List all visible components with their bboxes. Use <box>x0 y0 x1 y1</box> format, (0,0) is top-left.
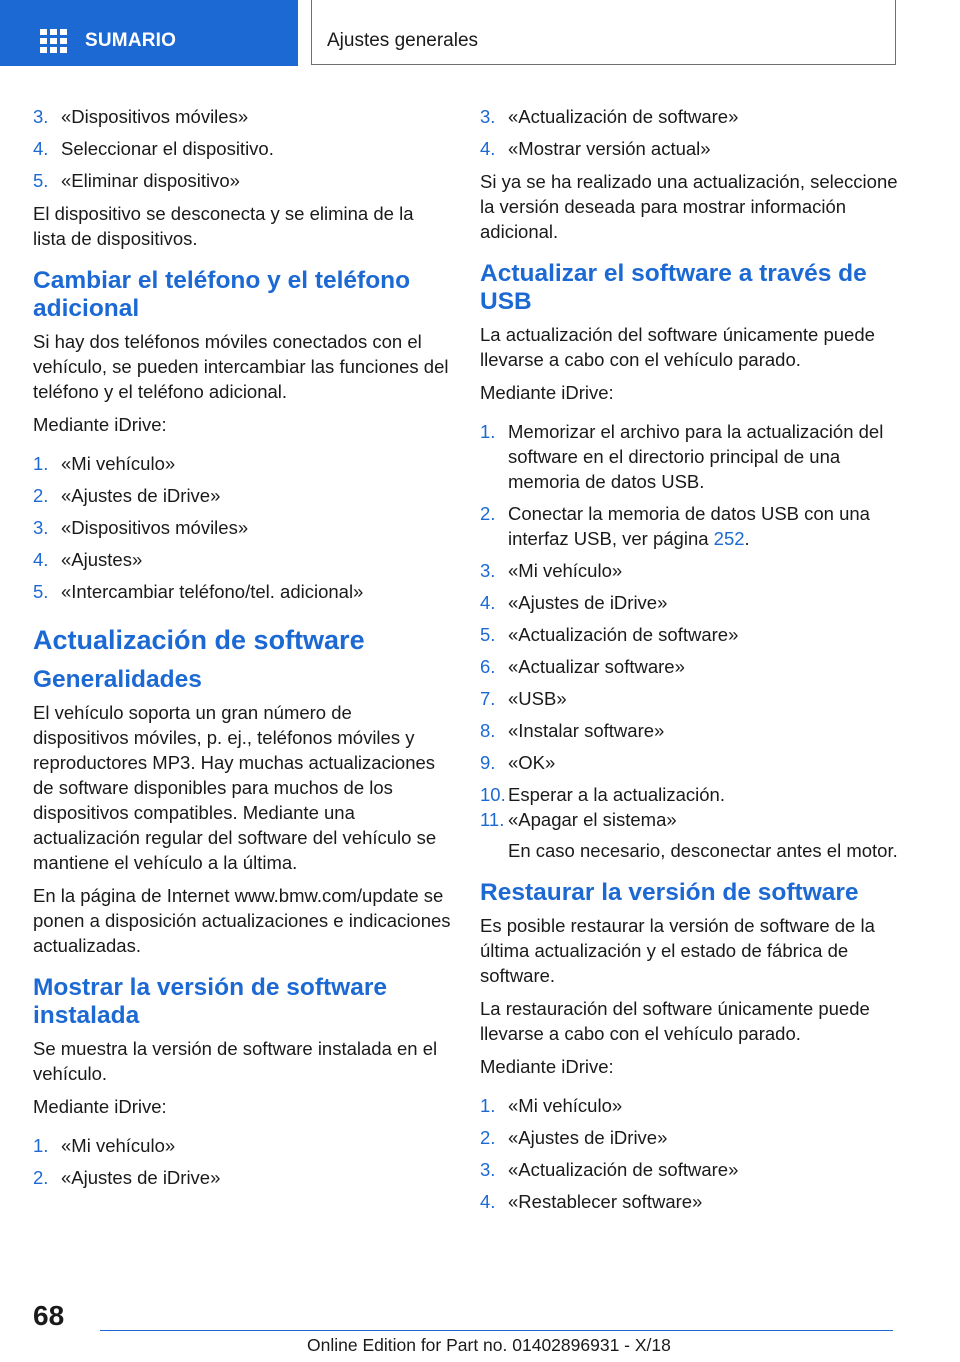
step-number: 4. <box>480 1191 496 1212</box>
step-number: 11. <box>480 809 505 830</box>
step-number: 3. <box>33 517 49 538</box>
list-item <box>480 1125 898 1150</box>
step-number: 7. <box>480 688 496 709</box>
paragraph: El dispositivo se desconecta y se elimina de la lista de dispositivos. <box>33 203 414 249</box>
step-number: 4. <box>33 549 49 570</box>
paragraph-mediante: Mediante iDrive: <box>33 1096 167 1117</box>
list-item <box>480 622 898 647</box>
paragraph-mediante: Mediante iDrive: <box>480 1056 614 1077</box>
step-number: 5. <box>33 170 49 191</box>
footer-divider <box>100 1330 893 1331</box>
step-text: «Mi vehículo» <box>508 1095 623 1116</box>
step-text: «Instalar software» <box>508 720 665 741</box>
step-number: 2. <box>33 485 49 506</box>
page-header <box>0 0 960 66</box>
step-number: 1. <box>480 421 496 442</box>
list-item <box>480 686 898 711</box>
list-item <box>480 750 898 775</box>
heading-mostrar: Mostrar la versión de software instalada <box>33 974 388 1029</box>
step-number: 5. <box>33 581 49 602</box>
list-item <box>33 451 451 476</box>
list-item <box>480 419 898 494</box>
step-text: «Intercambiar teléfono/tel. adicional» <box>61 581 364 602</box>
step-text: Seleccionar el dispositivo. <box>61 138 274 159</box>
list-item <box>33 1133 451 1158</box>
paragraph: La actualización del software únicamente puede llevarse a cabo con el vehículo parado. <box>480 324 875 370</box>
step-number: 2. <box>33 1167 49 1188</box>
list-item <box>480 558 898 583</box>
step-list <box>33 104 451 193</box>
sumario-tab[interactable] <box>0 0 298 66</box>
step-number: 4. <box>480 138 496 159</box>
step-text: «Actualización de software» <box>508 1159 739 1180</box>
heading-generalidades: Generalidades <box>33 666 202 693</box>
step-list <box>33 451 451 604</box>
step-number: 3. <box>480 560 496 581</box>
paragraph-mediante: Mediante iDrive: <box>33 414 167 435</box>
step-number: 6. <box>480 656 496 677</box>
list-item <box>33 104 451 129</box>
paragraph: El vehículo soporta un gran número de dispositivos móviles, p. ej., teléfonos móviles y reproductores MP3. Hay muchas actualizaciones de software disponibles para muchos de los dispositivos compatibles. Mediante una actualización regular del software del vehículo se mantiene el vehículo a la última. <box>33 702 437 873</box>
paragraph: Es posible restaurar la versión de software de la última actualización y el estado de fábrica de software. <box>480 915 875 986</box>
paragraph: En la página de Internet www.bmw.com/update se ponen a disposición actualizaciones e indicaciones actualizadas. <box>33 885 451 956</box>
step-subtext: En caso necesario, desconectar antes el motor. <box>508 840 898 861</box>
list-item <box>33 1165 451 1190</box>
list-item <box>480 718 898 743</box>
edition-text: Online Edition for Part no. 01402896931 - X/18 <box>307 1335 671 1355</box>
step-number: 1. <box>33 453 49 474</box>
page-link[interactable]: 252 <box>713 528 745 549</box>
step-text: Esperar a la actualización. <box>508 784 725 805</box>
step-text: «Ajustes de iDrive» <box>61 1167 221 1188</box>
list-item <box>33 136 451 161</box>
list-item <box>480 1093 898 1118</box>
list-item <box>480 654 898 679</box>
step-text: Conectar la memoria de datos USB con una interfaz USB, ver página <box>508 503 870 549</box>
step-number: 1. <box>480 1095 496 1116</box>
paragraph: La restauración del software únicamente puede llevarse a cabo con el vehículo parado. <box>480 998 870 1044</box>
step-text: «Mi vehículo» <box>61 1135 176 1156</box>
step-list <box>480 558 898 807</box>
list-item <box>33 515 451 540</box>
step-number: 2. <box>480 1127 496 1148</box>
step-text: «Eliminar dispositivo» <box>61 170 240 191</box>
paragraph: Si ya se ha realizado una actualización, seleccione la versión deseada para mostrar información adicional. <box>480 171 898 242</box>
step-text: «Actualizar software» <box>508 656 685 677</box>
step-number: 5. <box>480 624 496 645</box>
step-text: «Mi vehículo» <box>508 560 623 581</box>
step-text: «Dispositivos móviles» <box>61 517 249 538</box>
list-item <box>480 1157 898 1182</box>
section-title: Ajustes generales <box>327 30 479 51</box>
list-item <box>480 104 898 129</box>
step-text: «OK» <box>508 752 556 773</box>
list-item <box>33 547 451 572</box>
step-list <box>33 1133 451 1190</box>
list-item <box>33 168 451 193</box>
paragraph-mediante: Mediante iDrive: <box>480 382 614 403</box>
heading-actualizacion: Actualización de software <box>33 625 365 655</box>
step-number: 8. <box>480 720 496 741</box>
heading-restaurar: Restaurar la versión de software <box>480 879 859 906</box>
step-text: «Apagar el sistema» <box>508 809 677 830</box>
list-item <box>33 579 451 604</box>
step-text: «Mostrar versión actual» <box>508 138 711 159</box>
list-item <box>480 807 898 863</box>
heading-usb: Actualizar el software a través de USB <box>480 260 867 315</box>
section-tab[interactable] <box>311 0 896 65</box>
step-number: 9. <box>480 752 496 773</box>
step-number: 3. <box>33 106 49 127</box>
paragraph: Si hay dos teléfonos móviles conectados con el vehículo, se pueden intercambiar las funciones del teléfono y el teléfono adicional. <box>33 331 449 402</box>
list-item <box>480 782 898 807</box>
paragraph: Se muestra la versión de software instalada en el vehículo. <box>33 1038 438 1084</box>
list-item <box>480 136 898 161</box>
sumario-label: SUMARIO <box>85 30 177 51</box>
list-item <box>480 1189 898 1214</box>
step-number: 10. <box>480 784 506 805</box>
step-number: 2. <box>480 503 496 524</box>
step-list <box>480 104 898 161</box>
step-number: 3. <box>480 106 496 127</box>
step-number: 3. <box>480 1159 496 1180</box>
step-list <box>480 1093 898 1214</box>
list-item <box>33 483 451 508</box>
step-text: «Ajustes de iDrive» <box>508 592 668 613</box>
list-item <box>480 590 898 615</box>
step-text: «Mi vehículo» <box>61 453 176 474</box>
grid-menu-icon <box>40 29 67 53</box>
list-item <box>480 501 898 551</box>
step-number: 4. <box>480 592 496 613</box>
step-text: «Restablecer software» <box>508 1191 703 1212</box>
step-text: «Actualización de software» <box>508 624 739 645</box>
right-column <box>480 104 898 1222</box>
step-text: «Ajustes» <box>61 549 143 570</box>
step-text: «USB» <box>508 688 567 709</box>
step-list <box>480 419 898 551</box>
step-list <box>480 807 898 863</box>
step-text: «Ajustes de iDrive» <box>508 1127 668 1148</box>
step-text-end: . <box>744 528 750 549</box>
step-text: Memorizar el archivo para la actualización del software en el directorio principal de una memoria de datos USB. <box>508 421 884 492</box>
step-text: «Actualización de software» <box>508 106 739 127</box>
step-text: «Ajustes de iDrive» <box>61 485 221 506</box>
step-text: «Dispositivos móviles» <box>61 106 249 127</box>
page-number: 68 <box>33 1300 65 1331</box>
left-column <box>33 104 451 1198</box>
heading-cambiar: Cambiar el teléfono y el teléfono adicional <box>33 267 411 322</box>
step-number: 1. <box>33 1135 49 1156</box>
step-number: 4. <box>33 138 49 159</box>
